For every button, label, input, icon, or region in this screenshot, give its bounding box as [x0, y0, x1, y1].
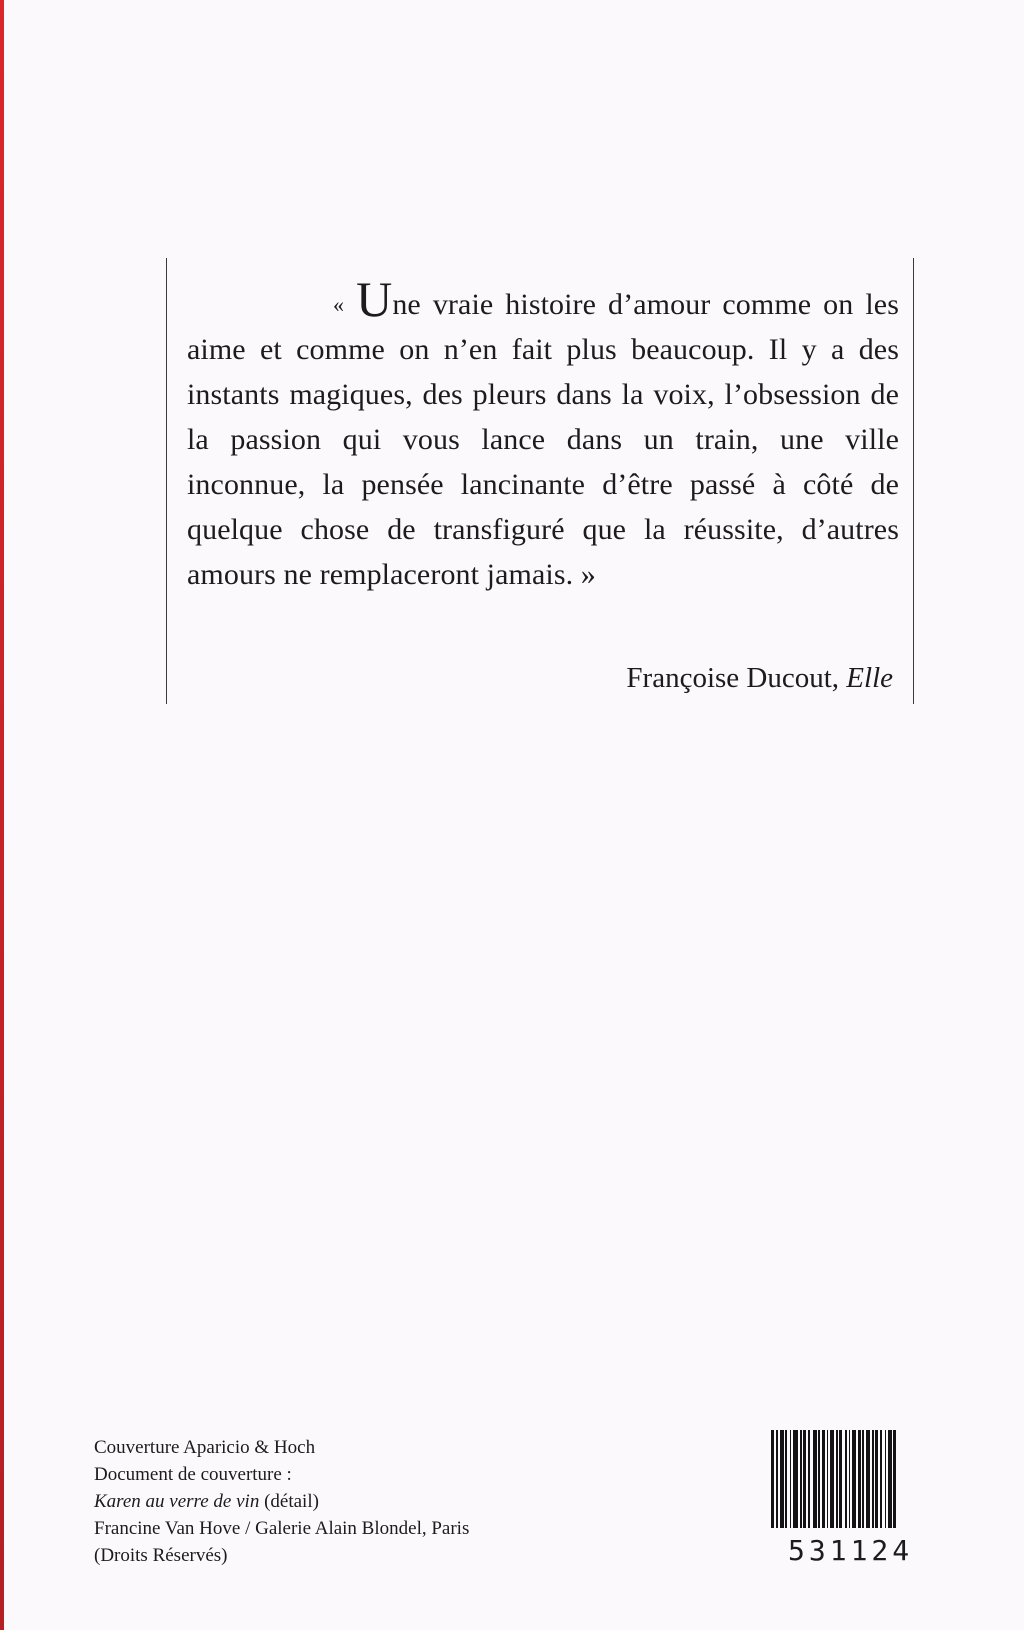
- credits-line-rights: (Droits Réservés): [94, 1545, 228, 1566]
- artwork-title: Karen au verre de vin: [94, 1491, 260, 1512]
- credits-line-document: Document de couverture :: [94, 1464, 292, 1485]
- quote-source: Elle: [846, 662, 893, 694]
- quote-author: Françoise Ducout,: [626, 662, 840, 694]
- credits-line-artwork: [94, 1488, 469, 1515]
- quote-frame: [166, 258, 914, 704]
- cover-red-edge: [0, 0, 4, 1630]
- quote-drop-cap: U: [356, 271, 393, 327]
- credits-line-design: Couverture Aparicio & Hoch: [94, 1437, 316, 1458]
- credits-line-artist: Francine Van Hove / Galerie Alain Blondel, Paris: [94, 1518, 470, 1539]
- barcode-icon: [771, 1430, 967, 1528]
- quote-open-mark: «: [333, 292, 345, 317]
- quote-attribution: [626, 660, 893, 696]
- cover-credits: [94, 1434, 469, 1569]
- quote-text: [187, 271, 899, 597]
- barcode-number: 531124: [788, 1534, 914, 1567]
- quote-body: ne vraie histoire d’amour comme on les aime et comme on n’en fait plus beaucoup. Il y a des instants magiques, des pleurs dans la voix, l’obsession de la passion qui vous lance dans un train, une ville inconnue, la pensée lancinante d’être passé à côté de quelque chose de transfiguré que la réussite, d’autres amours ne remplaceront jamais. »: [187, 288, 899, 591]
- artwork-detail: (détail): [264, 1491, 319, 1512]
